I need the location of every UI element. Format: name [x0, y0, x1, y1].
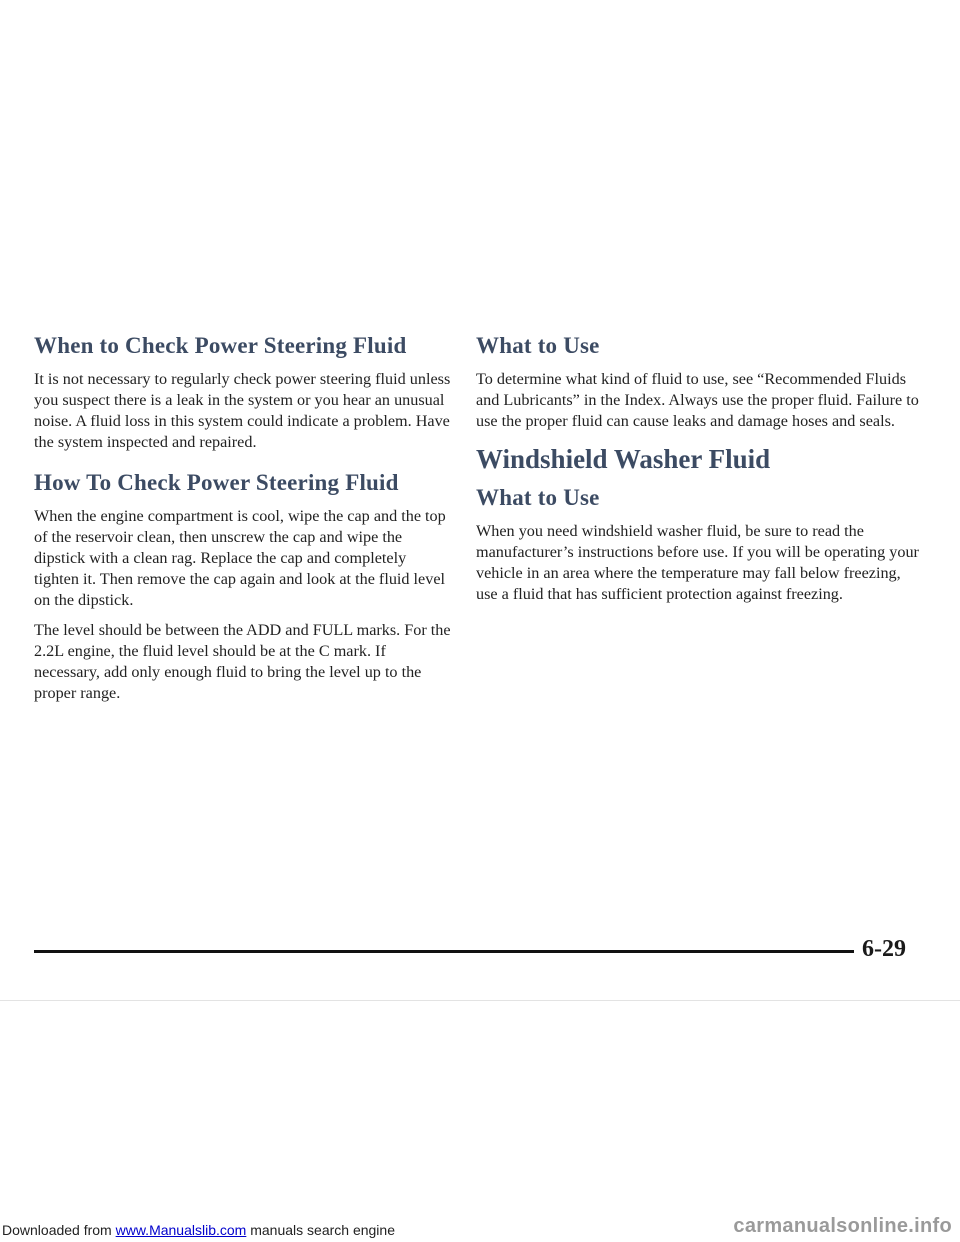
watermark: carmanualsonline.info [733, 1215, 952, 1237]
paragraph-what-to-use-steering: To determine what kind of fluid to use, see “Recommended Fluids and Lubricants” in the Index. Always use the proper fluid. Failure to use the proper fluid can cause leaks and damage hoses and seals. [476, 370, 919, 430]
footer [0, 1075, 960, 1242]
page-rule [34, 950, 854, 953]
left-column [34, 333, 454, 713]
paragraph-when-to-check: It is not necessary to regularly check power steering fluid unless you suspect there is a leak in the system or you hear an unusual noise. A fluid loss in this system could indicate a problem. Have the system inspected and repaired. [34, 370, 451, 451]
scan-line [0, 1000, 960, 1001]
heading-windshield-washer-fluid: Windshield Washer Fluid [476, 444, 771, 474]
heading-when-to-check: When to Check Power Steering Fluid [34, 333, 407, 358]
paragraph-how-to-check-2: The level should be between the ADD and FULL marks. For the 2.2L engine, the fluid level should be at the C mark. If necessary, add only enough fluid to bring the level up to the proper range. [34, 621, 451, 702]
heading-what-to-use-washer: What to Use [476, 485, 600, 510]
heading-what-to-use-steering: What to Use [476, 333, 600, 358]
heading-how-to-check: How To Check Power Steering Fluid [34, 470, 399, 495]
download-credit [2, 1222, 395, 1238]
paragraph-how-to-check-1: When the engine compartment is cool, wipe the cap and the top of the reservoir clean, then unscrew the cap and wipe the dipstick with a clean rag. Replace the cap and completely tighten it. Then remove the cap again and look at the fluid level on the dipstick. [34, 507, 446, 609]
right-column [476, 333, 926, 614]
page-number: 6-29 [862, 936, 906, 962]
paragraph-what-to-use-washer: When you need windshield washer fluid, be sure to read the manufacturer’s instructions before use. If you will be operating your vehicle in an area where the temperature may fall below freezing, use a fluid that has sufficient protection against freezing. [476, 522, 919, 603]
download-prefix: Downloaded from [2, 1222, 112, 1238]
download-suffix: manuals search engine [250, 1222, 395, 1238]
manualslib-link[interactable]: www.Manualslib.com [115, 1222, 247, 1238]
